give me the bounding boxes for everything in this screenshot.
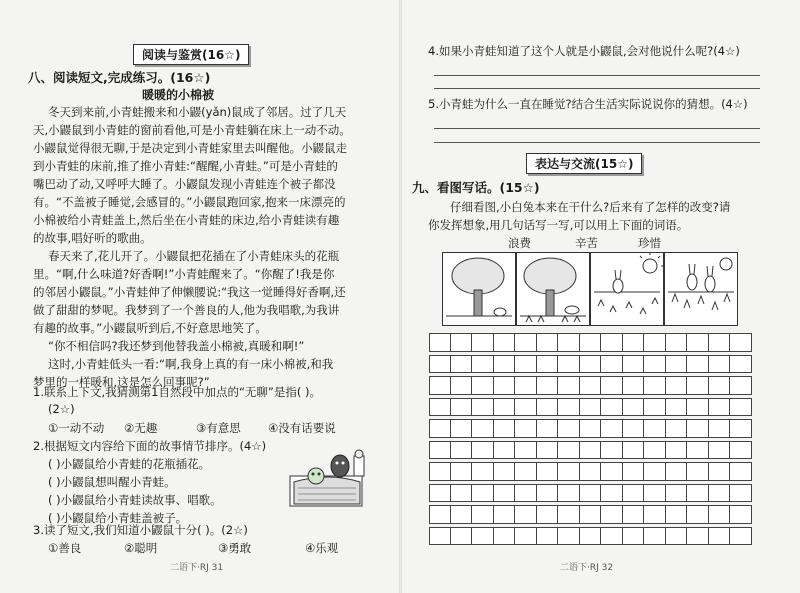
grid-cell[interactable] (709, 398, 731, 417)
grid-cell[interactable] (687, 333, 709, 352)
grid-cell[interactable] (558, 398, 580, 417)
grid-cell[interactable] (687, 419, 709, 438)
q1-option-2[interactable]: ②无趣 (124, 421, 158, 435)
story-line: 有。“不盖被子睡觉,会感冒的。”小鼹鼠跑回家,抱来一床漂亮的 (33, 195, 346, 209)
grid-cell[interactable] (644, 376, 666, 395)
grid-cell[interactable] (429, 505, 451, 524)
grid-cell[interactable] (580, 333, 602, 352)
story-line: 梦里的一样暖和,这是怎么回事呢?” (33, 375, 210, 389)
grid-cell[interactable] (558, 441, 580, 460)
right-page (402, 0, 800, 593)
q3-option-1[interactable]: ①善良 (48, 541, 82, 555)
grid-cell[interactable] (537, 419, 559, 438)
q3-option-4[interactable]: ④乐观 (305, 541, 339, 555)
grid-cell[interactable] (515, 376, 537, 395)
grid-cell[interactable] (451, 527, 473, 546)
grid-cell[interactable] (666, 333, 688, 352)
q3-option-2[interactable]: ②聪明 (124, 541, 158, 555)
grid-cell[interactable] (429, 398, 451, 417)
question-3: 3.读了短文,我们知道小鼹鼠十分( )。(2☆) (33, 523, 248, 537)
grid-cell[interactable] (601, 355, 623, 374)
grid-cell[interactable] (580, 505, 602, 524)
story-line: 做了甜甜的梦呢。我梦到了一个善良的人,他为我唱歌,为我讲 (33, 303, 340, 317)
grid-cell[interactable] (580, 376, 602, 395)
grid-cell[interactable] (472, 484, 494, 503)
grid-cell[interactable] (494, 484, 516, 503)
question-5: 5.小青蛙为什么一直在睡觉?结合生活实际说说你的猜想。(4☆) (428, 97, 748, 111)
grid-cell[interactable] (451, 355, 473, 374)
story-line: 这时,小青蛙低头一看:“啊,我身上真的有一床小棉被,和我 (48, 357, 334, 371)
grid-cell[interactable] (730, 333, 752, 352)
q1-option-3[interactable]: ③有意思 (196, 421, 241, 435)
grid-cell[interactable] (515, 441, 537, 460)
grid-cell[interactable] (666, 441, 688, 460)
grid-cell[interactable] (451, 376, 473, 395)
grid-cell[interactable] (558, 505, 580, 524)
grid-cell[interactable] (623, 484, 645, 503)
grid-cell[interactable] (451, 333, 473, 352)
story-line: 里。“啊,什么味道?好香啊!”小青蛙醒来了。“你醒了!我是你 (33, 267, 335, 281)
grid-cell[interactable] (730, 527, 752, 546)
grid-cell[interactable] (580, 484, 602, 503)
grid-cell[interactable] (687, 376, 709, 395)
grid-cell[interactable] (494, 398, 516, 417)
grid-cell[interactable] (709, 441, 731, 460)
q3-option-3[interactable]: ③勇敢 (218, 541, 252, 555)
story-line: 天,小鼹鼠到小青蛙的窗前看他,可是小青蛙躺在床上一动不动。 (33, 123, 351, 137)
grid-cell[interactable] (687, 355, 709, 374)
grid-cell[interactable] (515, 462, 537, 481)
grid-cell[interactable] (601, 376, 623, 395)
q4-answer-line-2[interactable] (434, 88, 760, 89)
story-line: “你不相信吗?我还梦到他替我盖小棉被,真暖和啊!” (48, 339, 305, 353)
grid-cell[interactable] (709, 505, 731, 524)
grid-cell[interactable] (515, 419, 537, 438)
grid-cell[interactable] (644, 462, 666, 481)
grid-cell[interactable] (709, 527, 731, 546)
grid-cell[interactable] (472, 419, 494, 438)
grid-cell[interactable] (580, 441, 602, 460)
grid-cell[interactable] (666, 505, 688, 524)
grid-cell[interactable] (730, 484, 752, 503)
grid-cell[interactable] (537, 527, 559, 546)
grid-cell[interactable] (558, 462, 580, 481)
q1-option-1[interactable]: ①一动不动 (48, 421, 105, 435)
grid-cell[interactable] (644, 419, 666, 438)
grid-cell[interactable] (515, 355, 537, 374)
grid-cell[interactable] (666, 419, 688, 438)
left-page-footer: 二语下·RJ 31 (170, 563, 224, 573)
question-2: 2.根据短文内容给下面的故事情节排序。(4☆) (33, 439, 267, 453)
grid-cell[interactable] (472, 527, 494, 546)
grid-cell[interactable] (494, 419, 516, 438)
grid-cell[interactable] (515, 505, 537, 524)
grid-cell[interactable] (429, 376, 451, 395)
grid-cell[interactable] (515, 484, 537, 503)
grid-cell[interactable] (623, 527, 645, 546)
grid-cell[interactable] (451, 484, 473, 503)
grid-cell[interactable] (429, 462, 451, 481)
grid-cell[interactable] (730, 441, 752, 460)
grid-cell[interactable] (644, 484, 666, 503)
story-line: 有趣的故事。”小鼹鼠听到后,不好意思地笑了。 (33, 321, 267, 335)
grid-cell[interactable] (451, 419, 473, 438)
grid-cell[interactable] (494, 527, 516, 546)
grid-cell[interactable] (494, 441, 516, 460)
grid-cell[interactable] (451, 441, 473, 460)
grid-cell[interactable] (601, 527, 623, 546)
grid-cell[interactable] (644, 505, 666, 524)
grid-cell[interactable] (429, 355, 451, 374)
story-picture-strip (442, 252, 738, 326)
grid-cell[interactable] (472, 355, 494, 374)
grid-cell[interactable] (644, 441, 666, 460)
grid-cell[interactable] (730, 505, 752, 524)
grid-cell[interactable] (644, 333, 666, 352)
grid-cell[interactable] (730, 419, 752, 438)
grid-cell[interactable] (451, 398, 473, 417)
grid-cell[interactable] (429, 527, 451, 546)
grid-cell[interactable] (709, 419, 731, 438)
grid-cell[interactable] (623, 355, 645, 374)
word-1: 浪费 (508, 236, 531, 250)
grid-cell[interactable] (429, 419, 451, 438)
grid-cell[interactable] (515, 398, 537, 417)
grid-cell[interactable] (472, 441, 494, 460)
grid-cell[interactable] (623, 376, 645, 395)
grid-cell[interactable] (472, 398, 494, 417)
instruction-line-1: 仔细看图,小白兔本来在干什么?后来有了怎样的改变?请 (450, 200, 731, 214)
instruction-line-2: 你发挥想象,用几句话写一写,可以用上下面的词语。 (428, 218, 689, 232)
grid-cell[interactable] (601, 462, 623, 481)
grid-cell[interactable] (537, 376, 559, 395)
right-page-footer: 二语下·RJ 32 (560, 563, 614, 573)
question-1-score: (2☆) (48, 402, 75, 416)
story-line: 小鼹鼠觉得很无聊,于是决定到小青蛙家里去叫醒他。小鼹鼠走 (33, 141, 348, 155)
grid-cell[interactable] (687, 527, 709, 546)
grid-cell[interactable] (644, 398, 666, 417)
grid-cell[interactable] (515, 333, 537, 352)
grid-cell[interactable] (580, 355, 602, 374)
grid-cell[interactable] (601, 398, 623, 417)
grid-cell[interactable] (601, 441, 623, 460)
grid-cell[interactable] (666, 527, 688, 546)
story-line: 嘴巴动了动,又呼呼大睡了。小鼹鼠发现小青蛙连个被子都没 (33, 177, 336, 191)
grid-cell[interactable] (623, 333, 645, 352)
grid-cell[interactable] (623, 398, 645, 417)
question-4: 4.如果小青蛙知道了这个人就是小鼹鼠,会对他说什么呢?(4☆) (428, 44, 740, 58)
grid-cell[interactable] (687, 505, 709, 524)
word-3: 珍惜 (638, 236, 661, 250)
question-8-title: 八、阅读短文,完成练习。(16☆) (28, 70, 211, 85)
grid-cell[interactable] (730, 398, 752, 417)
q5-answer-line-1[interactable] (434, 128, 760, 129)
grid-cell[interactable] (730, 355, 752, 374)
story-line: 的故事,唱好听的歌曲。 (33, 231, 152, 245)
grid-cell[interactable] (558, 376, 580, 395)
grid-cell[interactable] (451, 462, 473, 481)
grid-cell[interactable] (601, 484, 623, 503)
grid-cell[interactable] (687, 484, 709, 503)
grid-cell[interactable] (494, 355, 516, 374)
story-line: 到小青蛙的床前,推了推小青蛙:“醒醒,小青蛙。”可是小青蛙的 (33, 159, 338, 173)
grid-cell[interactable] (666, 398, 688, 417)
story-line: 春天来了,花儿开了。小鼹鼠把花插在了小青蛙床头的花瓶 (48, 249, 340, 263)
grid-cell[interactable] (558, 419, 580, 438)
q2-item-4[interactable]: ( )小鼹鼠给小青蛙盖被子。 (48, 511, 188, 525)
grid-cell[interactable] (558, 484, 580, 503)
grid-cell[interactable] (494, 505, 516, 524)
grid-cell[interactable] (666, 484, 688, 503)
grid-cell[interactable] (537, 398, 559, 417)
story-line: 冬天到来前,小青蛙搬来和小鼹(yǎn)鼠成了邻居。过了几天 (48, 105, 347, 119)
grid-cell[interactable] (666, 462, 688, 481)
story-line: 的邻居小鼹鼠。”小青蛙伸了伸懒腰说:“我这一觉睡得好香啊,还 (33, 285, 346, 299)
grid-cell[interactable] (494, 462, 516, 481)
grid-cell[interactable] (472, 333, 494, 352)
grid-cell[interactable] (644, 355, 666, 374)
grid-cell[interactable] (472, 505, 494, 524)
grid-cell[interactable] (709, 333, 731, 352)
grid-cell[interactable] (687, 441, 709, 460)
grid-cell[interactable] (623, 441, 645, 460)
word-2: 辛苦 (575, 236, 598, 250)
grid-cell[interactable] (429, 441, 451, 460)
grid-cell[interactable] (580, 398, 602, 417)
grid-cell[interactable] (623, 419, 645, 438)
grid-cell[interactable] (515, 527, 537, 546)
question-9-title: 九、看图写话。(15☆) (412, 180, 540, 195)
mole-frog-bed-illustration (288, 448, 370, 510)
grid-cell[interactable] (709, 376, 731, 395)
grid-cell[interactable] (494, 333, 516, 352)
q2-item-2[interactable]: ( )小鼹鼠想叫醒小青蛙。 (48, 475, 176, 489)
grid-cell[interactable] (537, 462, 559, 481)
q4-answer-line-1[interactable] (434, 75, 760, 76)
story-title: 暖暖的小棉被 (142, 88, 215, 102)
grid-cell[interactable] (623, 462, 645, 481)
panel-3-sun-farming (591, 252, 665, 326)
grid-cell[interactable] (580, 527, 602, 546)
writing-section-title: 表达与交流(15☆) (526, 153, 642, 174)
q2-item-1[interactable]: ( )小鼹鼠给小青蛙的花瓶插花。 (48, 457, 211, 471)
grid-cell[interactable] (666, 376, 688, 395)
grid-cell[interactable] (429, 333, 451, 352)
panel-2-rabbit-sleeping (517, 253, 590, 326)
grid-cell[interactable] (730, 462, 752, 481)
grid-cell[interactable] (537, 355, 559, 374)
panel-4-harvest (665, 253, 738, 326)
grid-cell[interactable] (558, 355, 580, 374)
grid-cell[interactable] (537, 333, 559, 352)
grid-cell[interactable] (623, 505, 645, 524)
grid-cell[interactable] (429, 484, 451, 503)
grid-cell[interactable] (472, 462, 494, 481)
grid-cell[interactable] (558, 527, 580, 546)
story-line: 小棉被给小青蛙盖上,然后坐在小青蛙的床边,给小青蛙读有趣 (33, 213, 340, 227)
grid-cell[interactable] (730, 376, 752, 395)
grid-cell[interactable] (687, 462, 709, 481)
grid-cell[interactable] (644, 527, 666, 546)
grid-cell[interactable] (709, 355, 731, 374)
q1-option-4[interactable]: ④没有话要说 (268, 421, 336, 435)
grid-cell[interactable] (601, 333, 623, 352)
grid-cell[interactable] (558, 333, 580, 352)
grid-cell[interactable] (451, 505, 473, 524)
reading-section-title: 阅读与鉴赏(16☆) (133, 44, 249, 65)
grid-cell[interactable] (601, 505, 623, 524)
grid-cell[interactable] (472, 376, 494, 395)
grid-cell[interactable] (494, 376, 516, 395)
panel-1-tree (443, 253, 516, 326)
grid-cell[interactable] (537, 484, 559, 503)
grid-cell[interactable] (709, 462, 731, 481)
grid-cell[interactable] (709, 484, 731, 503)
grid-cell[interactable] (537, 505, 559, 524)
question-1: 1.联系上下文,我猜测第1自然段中加点的“无聊”是指( )。 (33, 385, 321, 399)
grid-cell[interactable] (580, 419, 602, 438)
q2-item-3[interactable]: ( )小鼹鼠给小青蛙读故事、唱歌。 (48, 493, 222, 507)
grid-cell[interactable] (537, 441, 559, 460)
q5-answer-line-2[interactable] (434, 142, 760, 143)
grid-cell[interactable] (580, 462, 602, 481)
grid-cell[interactable] (601, 419, 623, 438)
grid-cell[interactable] (666, 355, 688, 374)
grid-cell[interactable] (687, 398, 709, 417)
